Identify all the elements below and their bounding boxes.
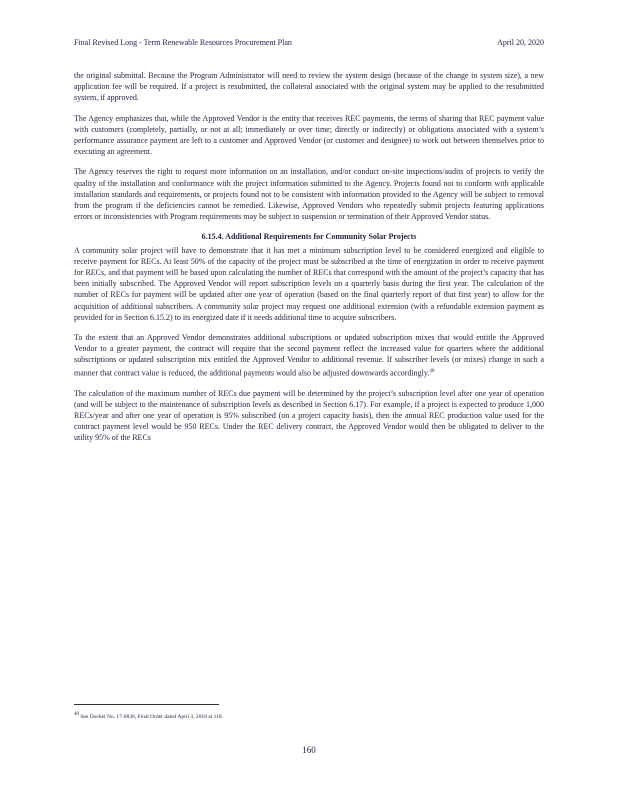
footnote-marker: 40 xyxy=(74,712,79,717)
paragraph-text: To the extent that an Approved Vendor demonstrates additional subscriptions or updated subscription mixes that would entitle the Approved Vendor to a greater payment, the contract will require that the second payment reflect the increased value for quarters where the additional subscriptions or updated subscription mix entitled the Approved Vendor to additional revenue. If subscriber levels (or mixes) change in such a manner that contract value is reduced, the additional payments would also be adjusted downwards accordingly. xyxy=(74,333,544,378)
running-header xyxy=(74,38,544,47)
footnote-text: See Docket No. 17-0838, Final Order dated April 3, 2018 at 118. xyxy=(80,713,223,720)
page-number: 160 xyxy=(302,745,316,755)
section-heading: 6.15.4. Additional Requirements for Community Solar Projects xyxy=(201,232,417,242)
footnote-divider xyxy=(74,704,219,705)
body-text xyxy=(74,70,544,453)
paragraph: The calculation of the maximum number of RECs due payment will be determined by the project’s subscription level after one year of operation (and will be subject to the maintenance of subscription levels as described in Section 6.17). For example, if a project is expected to produce 1,000 RECs/year and after one year of operation is 95% subscribed (on a project capacity basis), then the annual REC production value used for the contract payment level would be 950 RECs. Under the REC delivery contract, the Approved Vendor would then be obligated to deliver to the utility 95% of the RECs xyxy=(74,388,544,443)
paragraph: The Agency emphasizes that, while the Approved Vendor is the entity that receives REC payments, the terms of sharing that REC payment value with customers (completely, partially, or not at all; immediately or over time; directly or indirectly) or obligations associated with a system’s performance assurance payment are left to a customer and Approved Vendor (or customer and designee) to work out between themselves prior to executing an agreement. xyxy=(74,113,544,157)
footnote xyxy=(74,712,223,720)
paragraph: A community solar project will have to demonstrate that it has met a minimum subscription level to be considered energized and eligible to receive payment for RECs. At least 50% of the capacity of the project must be subscribed at the time of energization in order to receive payment for RECs, and that payment will be based upon calculating the number of RECs that correspond with the amount of the project’s capacity that has been initially subscribed. The Approved Vendor will report subscription levels on a quarterly basis during the first year. The calculation of the number of RECs for payment will be updated after one year of operation (based on the final quarterly report of that first year) to allow for the acquisition of additional subscribers. A community solar project may request one additional extension (with a refundable extension payment as provided for in Section 6.15.2) to its energized date if it needs additional time to acquire subscribers. xyxy=(74,245,544,322)
paragraph xyxy=(74,332,544,378)
paragraph: The Agency reserves the right to request more information on an installation, and/or conduct on-site inspections/audits of projects to verify the quality of the installation and conformance with the project information submitted to the Agency. Projects found not to conform with applicable installation standards and requirements, or projects found not to be consistent with information provided to the Agency will be subject to removal from the program if the deficiencies cannot be remedied. Likewise, Approved Vendors who repeatedly submit projects featuring applications errors or inconsistencies with Program requirements may be subject to suspension or termination of their Approved Vendor status. xyxy=(74,167,544,222)
header-date: April 20, 2020 xyxy=(497,38,544,47)
paragraph: the original submittal. Because the Program Administrator will need to review the system design (because of the change in system size), a new application fee will be required. If a project is resubmitted, the collateral associated with the original system may be applied to the resubmitted system, if approved. xyxy=(74,71,544,103)
header-title: Final Revised Long - Term Renewable Resources Procurement Plan xyxy=(74,38,292,47)
footnote-reference[interactable]: 40 xyxy=(429,368,435,374)
